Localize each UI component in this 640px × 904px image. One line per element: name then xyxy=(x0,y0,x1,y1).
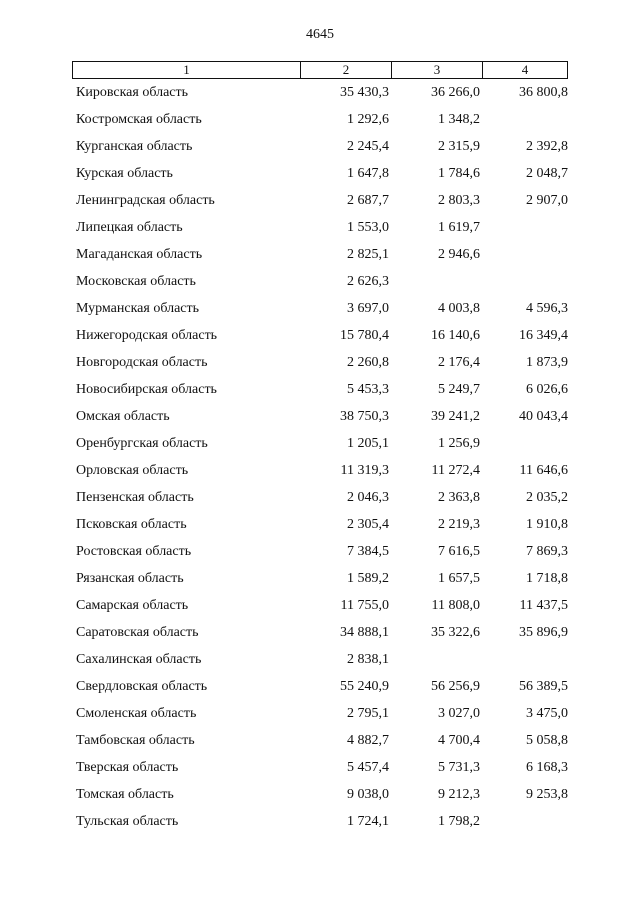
value-col-2: 2 046,3 xyxy=(347,490,389,505)
value-col-3: 5 731,3 xyxy=(438,760,480,775)
value-col-3: 2 363,8 xyxy=(438,490,480,505)
region-name: Курганская область xyxy=(76,139,193,154)
value-col-2: 1 724,1 xyxy=(347,814,389,829)
page-number: 4645 xyxy=(306,27,334,42)
value-col-4: 2 035,2 xyxy=(526,490,568,505)
value-col-4: 3 475,0 xyxy=(526,706,568,721)
value-col-2: 2 825,1 xyxy=(347,247,389,262)
value-col-3: 3 027,0 xyxy=(438,706,480,721)
region-name: Самарская область xyxy=(76,598,189,613)
value-col-3: 39 241,2 xyxy=(431,409,480,424)
value-col-3: 1 256,9 xyxy=(438,436,480,451)
value-col-2: 2 838,1 xyxy=(347,652,389,667)
header-col-4: 4 xyxy=(482,62,567,78)
value-col-2: 1 553,0 xyxy=(347,220,389,235)
table-row xyxy=(0,514,640,541)
value-col-3: 16 140,6 xyxy=(431,328,480,343)
value-col-2: 2 260,8 xyxy=(347,355,389,370)
region-name: Сахалинская область xyxy=(76,652,202,667)
region-name: Курская область xyxy=(76,166,173,181)
value-col-3: 4 700,4 xyxy=(438,733,480,748)
table-row xyxy=(0,271,640,298)
table-row xyxy=(0,217,640,244)
region-name: Тамбовская область xyxy=(76,733,195,748)
table-row xyxy=(0,703,640,730)
table-row xyxy=(0,136,640,163)
value-col-4: 2 048,7 xyxy=(526,166,568,181)
value-col-3: 11 808,0 xyxy=(431,598,480,613)
region-name: Ростовская область xyxy=(76,544,192,559)
region-name: Нижегородская область xyxy=(76,328,218,343)
region-name: Пензенская область xyxy=(76,490,194,505)
value-col-2: 2 305,4 xyxy=(347,517,389,532)
region-name: Кировская область xyxy=(76,85,189,100)
value-col-2: 9 038,0 xyxy=(347,787,389,802)
value-col-3: 2 315,9 xyxy=(438,139,480,154)
value-col-2: 3 697,0 xyxy=(347,301,389,316)
region-name: Тульская область xyxy=(76,814,179,829)
region-name: Омская область xyxy=(76,409,170,424)
value-col-2: 2 245,4 xyxy=(347,139,389,154)
value-col-2: 55 240,9 xyxy=(340,679,389,694)
table-row xyxy=(0,244,640,271)
value-col-4: 40 043,4 xyxy=(519,409,568,424)
table-row xyxy=(0,460,640,487)
table-body xyxy=(0,82,640,838)
value-col-3: 1 348,2 xyxy=(438,112,480,127)
value-col-2: 2 687,7 xyxy=(347,193,389,208)
region-name: Смоленская область xyxy=(76,706,197,721)
value-col-3: 36 266,0 xyxy=(431,85,480,100)
table-row xyxy=(0,109,640,136)
region-name: Магаданская область xyxy=(76,247,203,262)
value-col-4: 9 253,8 xyxy=(526,787,568,802)
value-col-3: 2 176,4 xyxy=(438,355,480,370)
value-col-3: 4 003,8 xyxy=(438,301,480,316)
value-col-3: 1 619,7 xyxy=(438,220,480,235)
value-col-2: 2 626,3 xyxy=(347,274,389,289)
value-col-2: 4 882,7 xyxy=(347,733,389,748)
table-row xyxy=(0,163,640,190)
table-row xyxy=(0,325,640,352)
value-col-2: 38 750,3 xyxy=(340,409,389,424)
value-col-4: 11 646,6 xyxy=(519,463,568,478)
table-row xyxy=(0,595,640,622)
region-name: Орловская область xyxy=(76,463,189,478)
value-col-2: 34 888,1 xyxy=(340,625,389,640)
table-row xyxy=(0,298,640,325)
region-name: Ленинградская область xyxy=(76,193,215,208)
table-row xyxy=(0,487,640,514)
header-col-1: 1 xyxy=(183,62,190,77)
region-name: Мурманская область xyxy=(76,301,200,316)
value-col-4: 56 389,5 xyxy=(519,679,568,694)
region-name: Новгородская область xyxy=(76,355,208,370)
value-col-4: 36 800,8 xyxy=(519,85,568,100)
region-name: Оренбургская область xyxy=(76,436,208,451)
table-row xyxy=(0,433,640,460)
value-col-3: 1 784,6 xyxy=(438,166,480,181)
value-col-2: 11 755,0 xyxy=(340,598,389,613)
region-name: Псковская область xyxy=(76,517,187,532)
value-col-4: 5 058,8 xyxy=(526,733,568,748)
value-col-4: 35 896,9 xyxy=(519,625,568,640)
value-col-3: 5 249,7 xyxy=(438,382,480,397)
value-col-4: 16 349,4 xyxy=(519,328,568,343)
table-row xyxy=(0,406,640,433)
table-row xyxy=(0,190,640,217)
table-row xyxy=(0,784,640,811)
table-row xyxy=(0,82,640,109)
region-name: Тверская область xyxy=(76,760,179,775)
value-col-4: 6 026,6 xyxy=(526,382,568,397)
header-col-3: 3 xyxy=(391,62,482,78)
value-col-4: 2 907,0 xyxy=(526,193,568,208)
value-col-4: 1 718,8 xyxy=(526,571,568,586)
value-col-3: 2 803,3 xyxy=(438,193,480,208)
value-col-3: 35 322,6 xyxy=(431,625,480,640)
value-col-2: 1 647,8 xyxy=(347,166,389,181)
table-row xyxy=(0,622,640,649)
value-col-2: 7 384,5 xyxy=(347,544,389,559)
region-name: Новосибирская область xyxy=(76,382,217,397)
value-col-3: 2 219,3 xyxy=(438,517,480,532)
value-col-4: 1 910,8 xyxy=(526,517,568,532)
value-col-4: 11 437,5 xyxy=(519,598,568,613)
region-name: Костромская область xyxy=(76,112,202,127)
table-row xyxy=(0,811,640,838)
value-col-3: 11 272,4 xyxy=(431,463,480,478)
region-name: Томская область xyxy=(76,787,174,802)
value-col-3: 2 946,6 xyxy=(438,247,480,262)
value-col-3: 7 616,5 xyxy=(438,544,480,559)
table-row xyxy=(0,730,640,757)
value-col-3: 9 212,3 xyxy=(438,787,480,802)
table-row xyxy=(0,568,640,595)
value-col-4: 6 168,3 xyxy=(526,760,568,775)
value-col-2: 15 780,4 xyxy=(340,328,389,343)
value-col-3: 56 256,9 xyxy=(431,679,480,694)
table-header xyxy=(72,61,568,79)
value-col-2: 1 205,1 xyxy=(347,436,389,451)
value-col-2: 5 457,4 xyxy=(347,760,389,775)
value-col-3: 1 798,2 xyxy=(438,814,480,829)
value-col-4: 7 869,3 xyxy=(526,544,568,559)
value-col-2: 1 292,6 xyxy=(347,112,389,127)
table-row xyxy=(0,757,640,784)
header-col-2: 2 xyxy=(300,62,391,78)
region-name: Московская область xyxy=(76,274,196,289)
table-row xyxy=(0,541,640,568)
value-col-2: 1 589,2 xyxy=(347,571,389,586)
value-col-3: 1 657,5 xyxy=(438,571,480,586)
region-name: Липецкая область xyxy=(76,220,183,235)
region-name: Саратовская область xyxy=(76,625,199,640)
region-name: Свердловская область xyxy=(76,679,208,694)
value-col-4: 4 596,3 xyxy=(526,301,568,316)
table-row xyxy=(0,379,640,406)
table-row xyxy=(0,676,640,703)
value-col-2: 2 795,1 xyxy=(347,706,389,721)
value-col-4: 2 392,8 xyxy=(526,139,568,154)
value-col-2: 35 430,3 xyxy=(340,85,389,100)
table-row xyxy=(0,352,640,379)
table-row xyxy=(0,649,640,676)
value-col-4: 1 873,9 xyxy=(526,355,568,370)
value-col-2: 11 319,3 xyxy=(340,463,389,478)
region-name: Рязанская область xyxy=(76,571,184,586)
value-col-2: 5 453,3 xyxy=(347,382,389,397)
